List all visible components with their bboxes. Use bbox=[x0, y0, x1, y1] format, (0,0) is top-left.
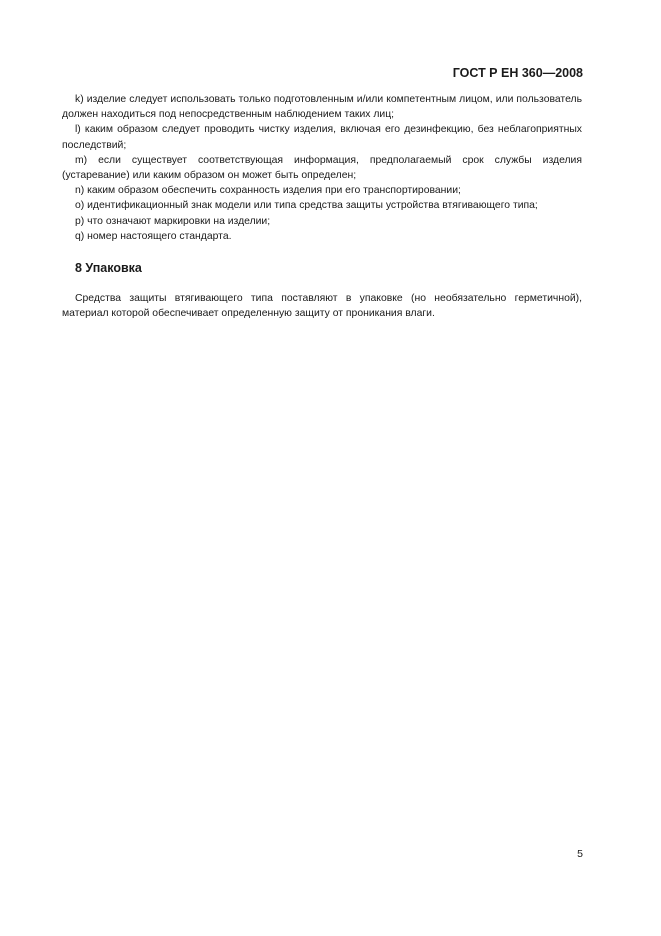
list-item-n: n) каким образом обеспечить сохранность изделия при его транспортировании; bbox=[75, 185, 461, 197]
page-number: 5 bbox=[577, 848, 583, 860]
list-item-m: m) если существует соответствующая информация, предполагаемый срок службы изделия (устаревание) или каким образом он может быть определен; bbox=[62, 154, 582, 182]
page-content bbox=[62, 92, 582, 322]
document-header: ГОСТ Р ЕН 360—2008 bbox=[452, 66, 583, 80]
list-item-k: k) изделие следует использовать только подготовленным и/или компетентным лицом, или пользователь должен находиться под непосредственным наблюдением таких лиц; bbox=[62, 94, 582, 121]
list-item-l: l) каким образом следует проводить чистку изделия, включая его дезинфекцию, без неблагоприятных последствий; bbox=[62, 124, 582, 151]
list-item-q: q) номер настоящего стандарта. bbox=[75, 230, 232, 242]
list-item-p: p) что означают маркировки на изделии; bbox=[75, 215, 271, 227]
section-body: Средства защиты втягивающего типа поставляют в упаковке (но необязательно герметичной), материал которой обеспечивает определенную защиту от проникания влаги. bbox=[62, 293, 582, 320]
list-item-o: o) идентификационный знак модели или типа средства защиты устройства втягивающего типа; bbox=[75, 200, 538, 212]
section-title: 8 Упаковка bbox=[75, 261, 142, 276]
